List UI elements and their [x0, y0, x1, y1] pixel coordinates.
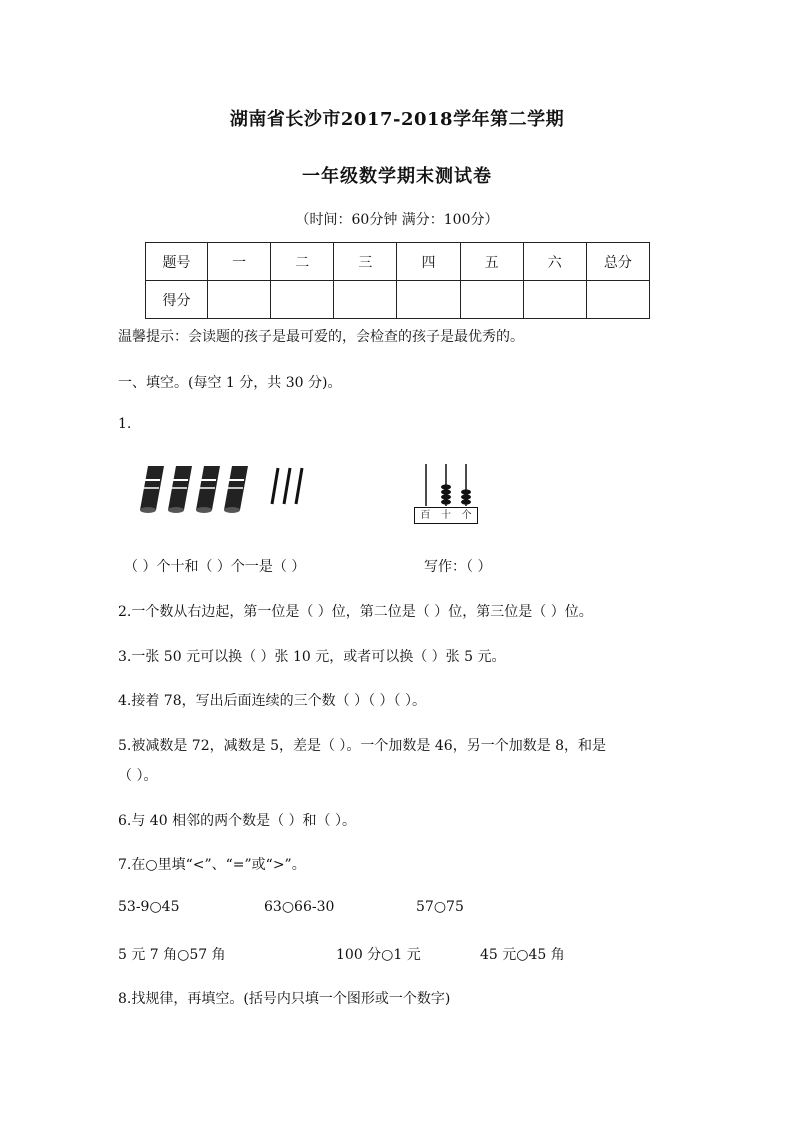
ten-stick-bundle	[168, 466, 192, 513]
question-5-line2: （ ）。	[118, 768, 158, 784]
question-3: 3.一张 50 元可以换（ ）张 10 元，或者可以换（ ）张 5 元。	[118, 649, 506, 665]
stick-bundles-figure	[136, 462, 312, 516]
ten-stick-bundle	[196, 466, 220, 513]
score-blank-cell[interactable]	[460, 281, 523, 319]
question-4: 4.接着 78，写出后面连续的三个数（ ）（ ）（ ）。	[118, 693, 426, 709]
score-cell: 五	[460, 243, 523, 281]
compare-item: 5 元 7 角○57 角	[118, 947, 226, 963]
score-cell: 二	[271, 243, 334, 281]
score-blank-cell[interactable]	[397, 281, 460, 319]
score-row-label: 得分	[146, 281, 208, 319]
compare-item: 53-9○45	[118, 899, 180, 915]
question-2: 2.一个数从右边起，第一位是（ ）位，第二位是（ ）位，第三位是（ ）位。	[118, 604, 593, 620]
abacus-rods	[414, 462, 478, 508]
score-cell: 四	[397, 243, 460, 281]
score-blank-cell[interactable]	[523, 281, 586, 319]
question-1-blanks: （ ）个十和（ ）个一是（ ）	[124, 559, 306, 575]
score-cell: 题号	[146, 243, 208, 281]
question-5-line1: 5.被减数是 72，减数是 5，差是（ ）。一个加数是 46，另一个加数是 8，和是	[118, 738, 607, 754]
score-cell: 六	[523, 243, 586, 281]
section1-heading: 一、填空。(每空 1 分，共 30 分)。	[118, 375, 342, 391]
tip-text: 温馨提示：会读题的孩子是最可爱的，会检查的孩子是最优秀的。	[118, 329, 524, 345]
question-1-number: 1.	[118, 416, 132, 432]
single-sticks	[272, 468, 302, 504]
score-table-score-row	[146, 281, 650, 319]
question-6: 6.与 40 相邻的两个数是（ ）和（ ）。	[118, 813, 356, 829]
abacus-label: 百	[420, 510, 431, 521]
exam-subtitle: 一年级数学期末测试卷	[302, 166, 492, 187]
compare-item: 57○75	[416, 899, 464, 915]
score-blank-cell[interactable]	[208, 281, 271, 319]
score-table-header-row	[146, 243, 650, 281]
compare-item: 63○66-30	[264, 899, 335, 915]
compare-item: 45 元○45 角	[480, 947, 565, 963]
abacus-label: 个	[461, 510, 472, 521]
abacus-base	[414, 507, 478, 524]
score-table	[145, 242, 650, 319]
abacus-figure	[414, 462, 478, 524]
compare-item: 100 分○1 元	[336, 947, 421, 963]
ten-stick-bundle	[224, 466, 248, 513]
question-7: 7.在○里填“<”、“=”或“>”。	[118, 857, 306, 873]
question-1-write: 写作：（ ）	[424, 559, 492, 575]
score-cell: 三	[334, 243, 397, 281]
score-blank-cell[interactable]	[586, 281, 649, 319]
score-cell: 一	[208, 243, 271, 281]
question-8: 8.找规律，再填空。(括号内只填一个图形或一个数字)	[118, 991, 451, 1007]
time-info: （时间：60分钟 满分：100分）	[295, 212, 499, 228]
score-blank-cell[interactable]	[271, 281, 334, 319]
score-blank-cell[interactable]	[334, 281, 397, 319]
exam-title: 湖南省长沙市2017-2018学年第二学期	[229, 109, 565, 130]
abacus-label: 十	[440, 510, 451, 521]
score-cell: 总分	[586, 243, 649, 281]
ten-stick-bundle	[140, 466, 164, 513]
